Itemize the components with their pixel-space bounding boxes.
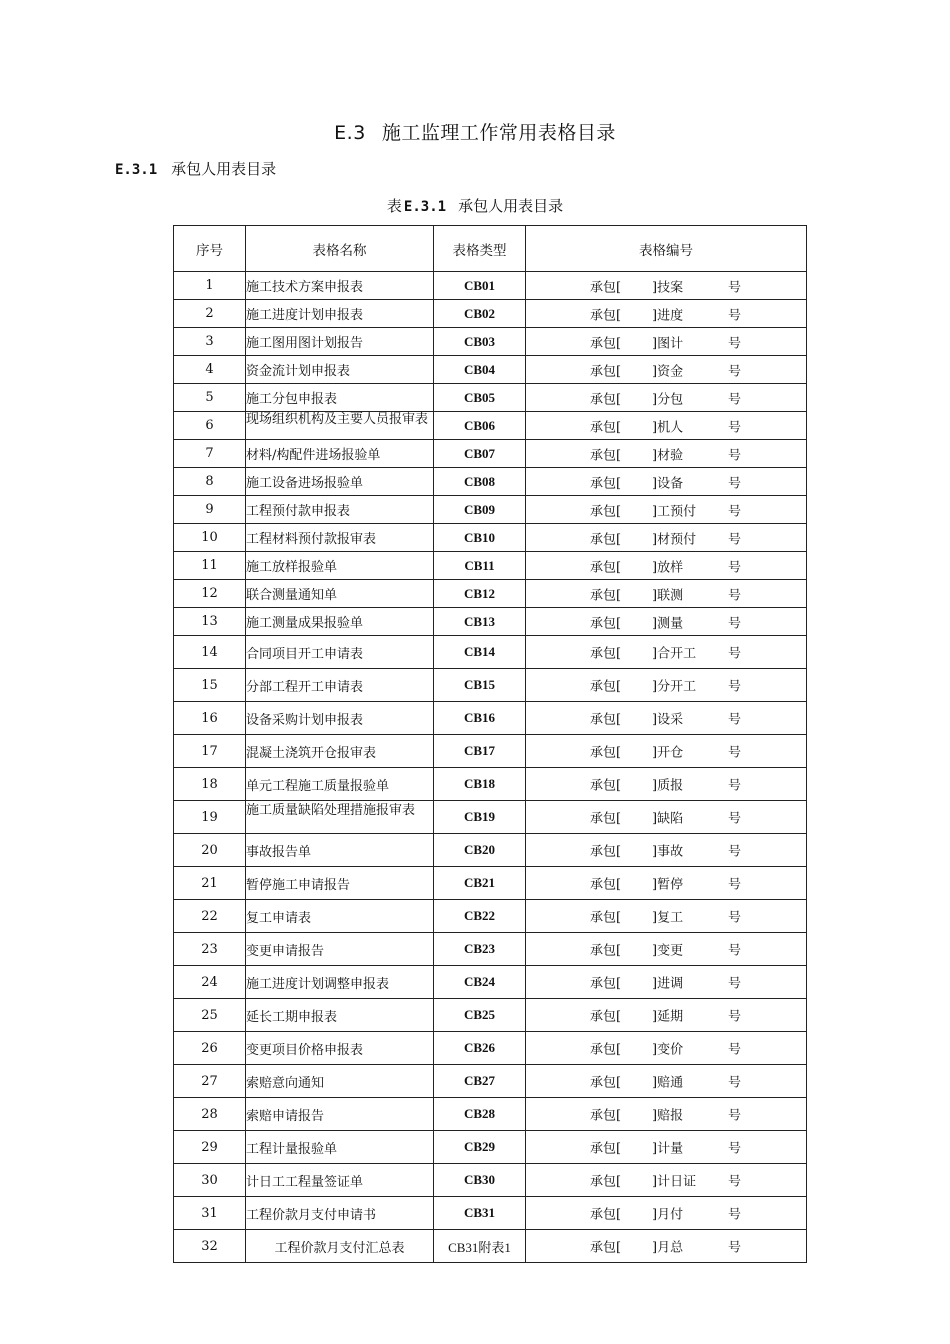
code-prefix: 承包[ — [590, 1207, 622, 1223]
table-row — [174, 412, 807, 440]
header-name: 表格名称 — [246, 226, 434, 272]
code-suffix: 号 — [728, 308, 742, 323]
row-number: 15 — [174, 669, 246, 702]
form-code — [526, 735, 807, 768]
form-type: CB07 — [434, 440, 526, 468]
code-abbreviation: ]事故 — [652, 844, 684, 860]
form-name: 施工分包申报表 — [246, 384, 434, 412]
table-row — [174, 468, 807, 496]
code-suffix: 号 — [728, 679, 742, 695]
forms-catalog-table — [173, 225, 807, 1263]
form-name: 材料/构配件进场报验单 — [246, 440, 434, 468]
form-type: CB23 — [434, 933, 526, 966]
table-row — [174, 440, 807, 468]
form-type: CB22 — [434, 900, 526, 933]
code-prefix: 承包[ — [590, 280, 622, 295]
row-number: 4 — [174, 356, 246, 384]
form-name: 施工图用图计划报告 — [246, 328, 434, 356]
code-suffix: 号 — [728, 910, 742, 926]
code-suffix: 号 — [728, 1075, 742, 1091]
code-abbreviation: ]技案 — [652, 280, 684, 295]
code-suffix: 号 — [728, 336, 742, 351]
code-abbreviation: ]进度 — [652, 308, 684, 323]
form-name: 事故报告单 — [246, 834, 434, 867]
form-type: CB26 — [434, 1032, 526, 1065]
form-name: 工程价款月支付申请书 — [246, 1197, 434, 1230]
code-prefix: 承包[ — [590, 616, 622, 631]
code-suffix: 号 — [728, 532, 742, 547]
code-prefix: 承包[ — [590, 504, 622, 519]
table-caption-prefix: 表 — [386, 197, 402, 215]
form-type: CB29 — [434, 1131, 526, 1164]
table-row — [174, 608, 807, 636]
row-number: 28 — [174, 1098, 246, 1131]
code-abbreviation: ]计日证 — [652, 1174, 697, 1190]
code-suffix: 号 — [728, 943, 742, 959]
code-prefix: 承包[ — [590, 844, 622, 860]
row-number: 26 — [174, 1032, 246, 1065]
code-prefix: 承包[ — [590, 588, 622, 603]
page-title-text: 施工监理工作常用表格目录 — [381, 122, 616, 144]
code-prefix: 承包[ — [590, 392, 622, 407]
code-prefix: 承包[ — [590, 745, 622, 761]
form-code — [526, 412, 807, 440]
row-number: 17 — [174, 735, 246, 768]
form-code — [526, 867, 807, 900]
section-number: E.3.1 — [115, 162, 158, 178]
table-row — [174, 933, 807, 966]
header-no: 序号 — [174, 226, 246, 272]
code-suffix: 号 — [728, 364, 742, 379]
row-number: 13 — [174, 608, 246, 636]
code-suffix: 号 — [728, 745, 742, 761]
code-abbreviation: ]测量 — [652, 616, 684, 631]
table-row — [174, 300, 807, 328]
form-code — [526, 933, 807, 966]
header-type: 表格类型 — [434, 226, 526, 272]
form-type: CB30 — [434, 1164, 526, 1197]
table-row — [174, 1131, 807, 1164]
code-abbreviation: ]暂停 — [652, 877, 684, 893]
form-code — [526, 1197, 807, 1230]
code-prefix: 承包[ — [590, 448, 622, 463]
table-row — [174, 1098, 807, 1131]
code-suffix: 号 — [728, 877, 742, 893]
header-code: 表格编号 — [526, 226, 807, 272]
row-number: 16 — [174, 702, 246, 735]
form-type: CB24 — [434, 966, 526, 999]
form-code — [526, 1230, 807, 1263]
form-name: 施工测量成果报验单 — [246, 608, 434, 636]
form-code — [526, 966, 807, 999]
form-type: CB08 — [434, 468, 526, 496]
table-body — [174, 272, 807, 1263]
code-suffix: 号 — [728, 560, 742, 575]
form-type: CB02 — [434, 300, 526, 328]
form-code — [526, 496, 807, 524]
section-heading — [115, 158, 276, 179]
section-text: 承包人用表目录 — [171, 160, 277, 178]
form-type: CB15 — [434, 669, 526, 702]
row-number: 25 — [174, 999, 246, 1032]
code-abbreviation: ]缺陷 — [652, 811, 684, 827]
code-suffix: 号 — [728, 712, 742, 728]
code-prefix: 承包[ — [590, 1009, 622, 1025]
table-row — [174, 496, 807, 524]
row-number: 29 — [174, 1131, 246, 1164]
form-type: CB06 — [434, 412, 526, 440]
row-number: 20 — [174, 834, 246, 867]
form-code — [526, 636, 807, 669]
row-number: 2 — [174, 300, 246, 328]
code-prefix: 承包[ — [590, 420, 622, 435]
row-number: 11 — [174, 552, 246, 580]
code-abbreviation: ]赔通 — [652, 1075, 684, 1091]
table-row — [174, 524, 807, 552]
table-row — [174, 1230, 807, 1263]
form-code — [526, 356, 807, 384]
page-title-number: E.3 — [334, 122, 366, 144]
code-suffix: 号 — [728, 1174, 742, 1190]
form-code — [526, 801, 807, 834]
code-suffix: 号 — [728, 1108, 742, 1124]
table-row — [174, 552, 807, 580]
table-row — [174, 272, 807, 300]
code-prefix: 承包[ — [590, 364, 622, 379]
row-number: 10 — [174, 524, 246, 552]
table-row — [174, 384, 807, 412]
form-code — [526, 900, 807, 933]
form-code — [526, 768, 807, 801]
form-code — [526, 440, 807, 468]
code-abbreviation: ]复工 — [652, 910, 684, 926]
form-name: 混凝土浇筑开仓报审表 — [246, 735, 434, 768]
code-abbreviation: ]放样 — [652, 560, 684, 575]
code-abbreviation: ]月付 — [652, 1207, 684, 1223]
code-prefix: 承包[ — [590, 811, 622, 827]
row-number: 1 — [174, 272, 246, 300]
row-number: 12 — [174, 580, 246, 608]
form-type: CB05 — [434, 384, 526, 412]
code-suffix: 号 — [728, 392, 742, 407]
code-abbreviation: ]赔报 — [652, 1108, 684, 1124]
code-abbreviation: ]计量 — [652, 1141, 684, 1157]
code-abbreviation: ]设采 — [652, 712, 684, 728]
code-prefix: 承包[ — [590, 943, 622, 959]
code-prefix: 承包[ — [590, 1174, 622, 1190]
table-row — [174, 580, 807, 608]
code-suffix: 号 — [728, 1240, 742, 1256]
form-type: CB16 — [434, 702, 526, 735]
code-abbreviation: ]材验 — [652, 448, 684, 463]
code-suffix: 号 — [728, 616, 742, 631]
form-name: 施工技术方案申报表 — [246, 272, 434, 300]
row-number: 31 — [174, 1197, 246, 1230]
form-type: CB18 — [434, 768, 526, 801]
form-type: CB17 — [434, 735, 526, 768]
code-prefix: 承包[ — [590, 308, 622, 323]
form-code — [526, 1098, 807, 1131]
table-caption — [0, 195, 950, 216]
form-type: CB03 — [434, 328, 526, 356]
code-abbreviation: ]机人 — [652, 420, 684, 435]
form-name: 分部工程开工申请表 — [246, 669, 434, 702]
table-row — [174, 966, 807, 999]
row-number: 30 — [174, 1164, 246, 1197]
form-code — [526, 468, 807, 496]
row-number: 19 — [174, 801, 246, 834]
form-type: CB14 — [434, 636, 526, 669]
code-prefix: 承包[ — [590, 1042, 622, 1058]
row-number: 8 — [174, 468, 246, 496]
table-caption-text: 承包人用表目录 — [458, 197, 564, 215]
form-name: 变更申请报告 — [246, 933, 434, 966]
code-prefix: 承包[ — [590, 910, 622, 926]
row-number: 32 — [174, 1230, 246, 1263]
form-name: 暂停施工申请报告 — [246, 867, 434, 900]
code-abbreviation: ]延期 — [652, 1009, 684, 1025]
form-name: 单元工程施工质量报验单 — [246, 768, 434, 801]
table-row — [174, 999, 807, 1032]
code-suffix: 号 — [728, 646, 742, 662]
code-abbreviation: ]图计 — [652, 336, 684, 351]
row-number: 3 — [174, 328, 246, 356]
form-code — [526, 834, 807, 867]
table-caption-number: E.3.1 — [403, 199, 447, 215]
code-abbreviation: ]进调 — [652, 976, 684, 992]
code-abbreviation: ]工预付 — [652, 504, 697, 519]
code-prefix: 承包[ — [590, 1075, 622, 1091]
form-type: CB12 — [434, 580, 526, 608]
table-row — [174, 1197, 807, 1230]
form-type: CB13 — [434, 608, 526, 636]
row-number: 22 — [174, 900, 246, 933]
table-row — [174, 1032, 807, 1065]
form-type: CB19 — [434, 801, 526, 834]
table-row — [174, 356, 807, 384]
code-suffix: 号 — [728, 811, 742, 827]
form-code — [526, 580, 807, 608]
code-prefix: 承包[ — [590, 1141, 622, 1157]
code-abbreviation: ]月总 — [652, 1240, 684, 1256]
code-suffix: 号 — [728, 476, 742, 491]
form-name: 变更项目价格申报表 — [246, 1032, 434, 1065]
row-number: 23 — [174, 933, 246, 966]
code-prefix: 承包[ — [590, 1240, 622, 1256]
code-suffix: 号 — [728, 588, 742, 603]
code-suffix: 号 — [728, 1009, 742, 1025]
code-prefix: 承包[ — [590, 646, 622, 662]
form-code — [526, 524, 807, 552]
form-name: 设备采购计划申报表 — [246, 702, 434, 735]
form-name: 索赔意向通知 — [246, 1065, 434, 1098]
code-suffix: 号 — [728, 1141, 742, 1157]
code-suffix: 号 — [728, 420, 742, 435]
form-type: CB10 — [434, 524, 526, 552]
form-type: CB09 — [434, 496, 526, 524]
form-name: 施工进度计划申报表 — [246, 300, 434, 328]
form-code — [526, 999, 807, 1032]
form-code — [526, 702, 807, 735]
row-number: 14 — [174, 636, 246, 669]
form-code — [526, 552, 807, 580]
code-suffix: 号 — [728, 1042, 742, 1058]
form-code — [526, 1164, 807, 1197]
form-name — [246, 801, 434, 834]
code-abbreviation: ]质报 — [652, 778, 684, 794]
table-row — [174, 900, 807, 933]
code-suffix: 号 — [728, 504, 742, 519]
table-row — [174, 867, 807, 900]
code-abbreviation: ]合开工 — [652, 646, 697, 662]
table-row — [174, 1164, 807, 1197]
table-row — [174, 669, 807, 702]
row-number: 7 — [174, 440, 246, 468]
form-code — [526, 608, 807, 636]
code-prefix: 承包[ — [590, 976, 622, 992]
form-type: CB27 — [434, 1065, 526, 1098]
table-row — [174, 636, 807, 669]
form-type: CB28 — [434, 1098, 526, 1131]
table-row — [174, 768, 807, 801]
code-abbreviation: ]开仓 — [652, 745, 684, 761]
form-name: 计日工工程量签证单 — [246, 1164, 434, 1197]
code-suffix: 号 — [728, 1207, 742, 1223]
form-type: CB01 — [434, 272, 526, 300]
form-name: 施工放样报验单 — [246, 552, 434, 580]
form-name — [246, 412, 434, 440]
row-number: 9 — [174, 496, 246, 524]
form-name: 资金流计划申报表 — [246, 356, 434, 384]
code-abbreviation: ]分开工 — [652, 679, 697, 695]
form-type: CB31附表1 — [434, 1230, 526, 1263]
form-code — [526, 384, 807, 412]
form-type: CB21 — [434, 867, 526, 900]
form-name: 工程计量报验单 — [246, 1131, 434, 1164]
form-type: CB25 — [434, 999, 526, 1032]
code-prefix: 承包[ — [590, 877, 622, 893]
code-prefix: 承包[ — [590, 712, 622, 728]
row-number: 5 — [174, 384, 246, 412]
form-code — [526, 272, 807, 300]
code-prefix: 承包[ — [590, 476, 622, 491]
page-title — [0, 118, 950, 145]
form-code — [526, 328, 807, 356]
row-number: 27 — [174, 1065, 246, 1098]
row-number: 21 — [174, 867, 246, 900]
code-abbreviation: ]变更 — [652, 943, 684, 959]
row-number: 24 — [174, 966, 246, 999]
form-name: 工程价款月支付汇总表 — [246, 1230, 434, 1263]
code-suffix: 号 — [728, 448, 742, 463]
form-name: 工程预付款申报表 — [246, 496, 434, 524]
table-row — [174, 328, 807, 356]
form-type: CB11 — [434, 552, 526, 580]
form-code — [526, 1065, 807, 1098]
form-name: 施工进度计划调整申报表 — [246, 966, 434, 999]
code-suffix: 号 — [728, 280, 742, 295]
form-code — [526, 669, 807, 702]
table-row — [174, 735, 807, 768]
table-row — [174, 702, 807, 735]
row-number: 6 — [174, 412, 246, 440]
row-number: 18 — [174, 768, 246, 801]
code-suffix: 号 — [728, 844, 742, 860]
code-abbreviation: ]分包 — [652, 392, 684, 407]
form-name: 延长工期申报表 — [246, 999, 434, 1032]
table-row — [174, 1065, 807, 1098]
code-abbreviation: ]资金 — [652, 364, 684, 379]
code-abbreviation: ]联测 — [652, 588, 684, 603]
code-prefix: 承包[ — [590, 336, 622, 351]
form-name: 复工申请表 — [246, 900, 434, 933]
form-type: CB20 — [434, 834, 526, 867]
form-name: 索赔申请报告 — [246, 1098, 434, 1131]
code-prefix: 承包[ — [590, 532, 622, 547]
table-header-row — [174, 226, 807, 272]
code-prefix: 承包[ — [590, 778, 622, 794]
form-name: 合同项目开工申请表 — [246, 636, 434, 669]
code-abbreviation: ]变价 — [652, 1042, 684, 1058]
code-abbreviation: ]材预付 — [652, 532, 697, 547]
form-name-text: 施工质量缺陷处理措施报审表 — [246, 803, 416, 818]
code-prefix: 承包[ — [590, 560, 622, 575]
code-suffix: 号 — [728, 976, 742, 992]
form-code — [526, 300, 807, 328]
code-suffix: 号 — [728, 778, 742, 794]
form-code — [526, 1032, 807, 1065]
form-name: 工程材料预付款报审表 — [246, 524, 434, 552]
form-type: CB04 — [434, 356, 526, 384]
form-name: 施工设备进场报验单 — [246, 468, 434, 496]
form-name-text: 现场组织机构及主要人员报审表 — [246, 411, 429, 427]
code-prefix: 承包[ — [590, 1108, 622, 1124]
form-code — [526, 1131, 807, 1164]
code-abbreviation: ]设备 — [652, 476, 684, 491]
table-row — [174, 801, 807, 834]
form-name: 联合测量通知单 — [246, 580, 434, 608]
code-prefix: 承包[ — [590, 679, 622, 695]
form-type: CB31 — [434, 1197, 526, 1230]
table-row — [174, 834, 807, 867]
